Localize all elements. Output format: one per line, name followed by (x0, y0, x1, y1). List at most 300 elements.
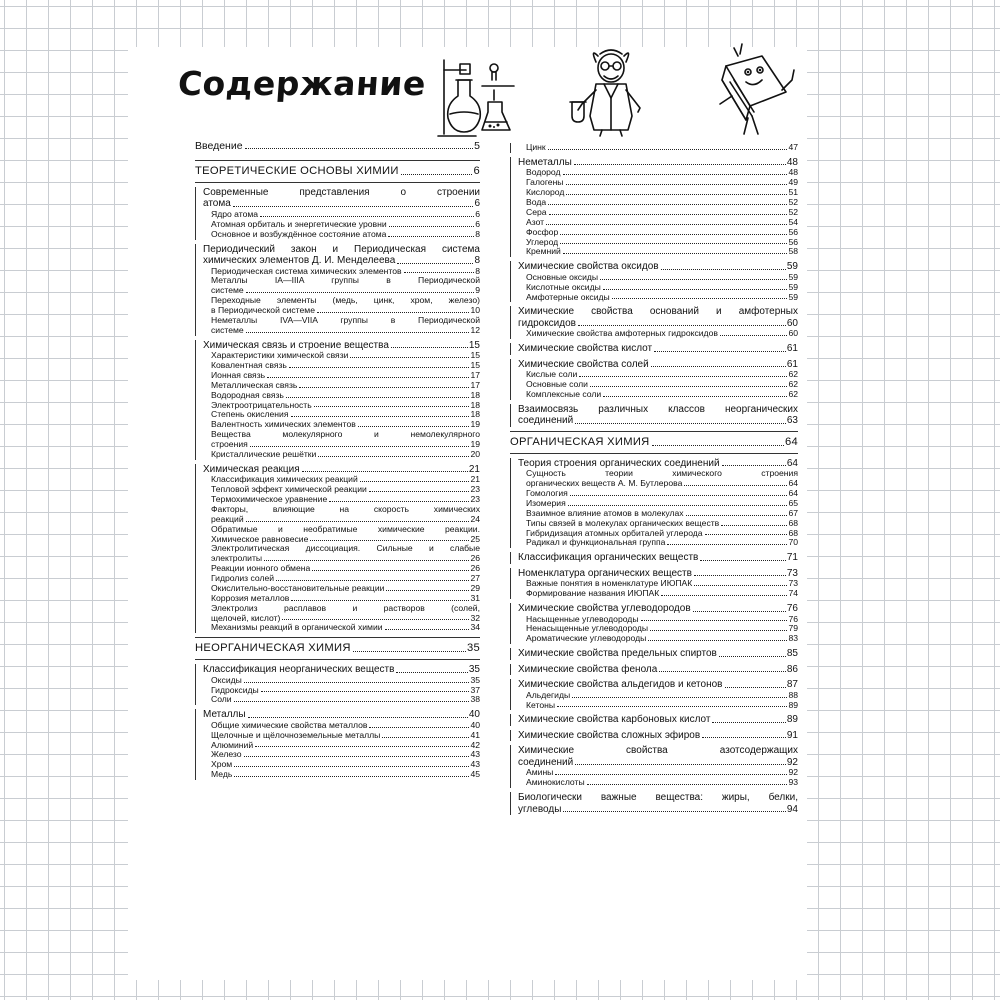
toc-page-number: 52 (788, 206, 798, 217)
toc-page-number: 5 (474, 140, 480, 152)
dot-leader (661, 595, 787, 596)
toc-page-number: 32 (470, 612, 480, 623)
toc-entry (203, 276, 480, 296)
toc-entry (518, 343, 798, 355)
toc-entry-text: Аминокислоты (526, 777, 585, 788)
toc-page-number: 6 (475, 208, 480, 219)
toc-page-number: 45 (470, 769, 480, 780)
toc-page-number: 19 (470, 419, 480, 430)
toc-page-number: 42 (470, 739, 480, 750)
dot-leader (385, 629, 470, 630)
toc-page-number: 73 (786, 567, 798, 579)
toc-page-number: 64 (788, 488, 798, 498)
toc-entry-text: Степень окисления (211, 409, 289, 420)
toc-entry-text: Кремний (526, 246, 561, 257)
toc-entry-text: Кислые соли (526, 369, 578, 380)
toc-entry (203, 316, 480, 336)
dot-leader (245, 148, 474, 149)
toc-entry-text: Валентность химических элементов (211, 419, 356, 430)
toc-entry-text: системе (211, 324, 244, 335)
toc-entry-text: Цинк (526, 142, 546, 152)
toc-entry-text: Химические свойства углеводородов (518, 603, 691, 614)
dot-leader (720, 335, 788, 336)
toc-entry-text: Ядро атома (211, 208, 259, 219)
toc-page-number: 63 (786, 415, 798, 427)
toc-page-number: 79 (788, 623, 798, 634)
toc-entry-text: Кристаллические решётки (211, 448, 317, 459)
toc-entry-text: Классификация неорганических веществ (203, 664, 395, 676)
toc-entry-text: Сера (526, 206, 547, 217)
toc-entry (518, 208, 798, 218)
dot-leader (314, 406, 470, 407)
toc-entry (203, 450, 480, 460)
toc-group (510, 343, 798, 355)
dot-leader (250, 446, 470, 447)
toc-entry-text: Основные оксиды (526, 271, 599, 282)
dot-leader (401, 174, 473, 175)
toc-entry-text: Химические свойства сложных эфиров (518, 729, 701, 741)
dot-leader (397, 263, 473, 264)
toc-group (510, 745, 798, 788)
lab-glassware-icon (436, 50, 516, 138)
toc-page-number: 93 (788, 777, 798, 788)
toc-entry (203, 525, 480, 545)
toc-page-number: 25 (470, 533, 480, 544)
dot-leader (557, 706, 787, 707)
dot-leader (651, 366, 786, 367)
toc-group (510, 552, 798, 564)
toc-entry (518, 714, 798, 726)
toc-entry (203, 244, 480, 267)
toc-group (510, 603, 798, 644)
section-rule (510, 431, 798, 432)
toc-entry-text: Щелочные и щёлочноземельные металлы (211, 729, 381, 740)
toc-entry-text: строения (211, 439, 248, 450)
toc-page-number: 74 (788, 588, 798, 599)
dot-leader (600, 279, 787, 280)
toc-group (510, 664, 798, 676)
dot-leader (358, 426, 470, 427)
toc-page-number: 23 (470, 494, 480, 505)
toc-entry-text: Фосфор (526, 226, 559, 237)
toc-entry-text: Кетоны (526, 699, 556, 710)
toc-page-number: 15 (470, 350, 480, 361)
dot-leader (246, 332, 470, 333)
toc-page-number: 94 (786, 803, 798, 815)
toc-page-number: 48 (788, 167, 798, 178)
dot-leader (560, 234, 787, 235)
dot-leader (693, 611, 786, 612)
toc-entry-text: Медь (211, 769, 233, 780)
toc-page-number: 76 (786, 603, 798, 614)
toc-entry-text: Металлическая связь (211, 379, 298, 390)
toc-entry (518, 589, 798, 599)
dot-leader (694, 575, 786, 576)
toc-entry (518, 228, 798, 238)
dot-leader (282, 619, 469, 620)
toc-page-number: 59 (786, 261, 798, 273)
dot-leader (694, 585, 787, 586)
toc-entry-text: Классификация химических реакций (211, 474, 358, 485)
toc-page-number: 6 (473, 165, 480, 178)
dot-leader (289, 367, 470, 368)
toc-left-column (195, 140, 480, 784)
toc-entry (195, 140, 480, 152)
toc-page-number: 18 (470, 389, 480, 400)
toc-page-number: 54 (788, 216, 798, 227)
dot-leader (391, 347, 468, 348)
toc-page-number: 51 (788, 187, 798, 198)
toc-entry-text: Химические свойства оксидов (518, 261, 659, 273)
dot-leader (286, 397, 470, 398)
dot-leader (244, 756, 470, 757)
toc-entry (203, 770, 480, 780)
toc-entry-text: Химические свойства кислот (518, 343, 653, 355)
toc-page-number: 35 (466, 642, 480, 655)
toc-page-number: 52 (788, 197, 798, 207)
toc-page-number: 43 (470, 759, 480, 770)
toc-entry (518, 745, 798, 768)
toc-group (510, 714, 798, 726)
toc-entry (203, 230, 480, 240)
dot-leader (719, 656, 786, 657)
toc-entry (518, 691, 798, 701)
toc-entry-text: Факторы, влияющие на скорость химических (211, 503, 480, 514)
toc-page-number: 12 (470, 324, 480, 335)
toc-entry-text: Неметаллы IVA—VIIA группы в Периодической (211, 314, 480, 325)
toc-entry (203, 505, 480, 525)
toc-entry-text: Азот (526, 216, 545, 227)
toc-page-number: 59 (788, 281, 798, 292)
dot-leader (404, 272, 475, 273)
toc-entry (518, 143, 798, 153)
dot-leader (661, 269, 786, 270)
dot-leader (712, 722, 785, 723)
toc-entry-text: Биологически важные вещества: жиры, белки, (518, 792, 798, 804)
toc-page-number: 62 (788, 389, 798, 399)
toc-entry-text: Периодический закон и Периодическая система (203, 243, 480, 255)
dot-leader (260, 216, 474, 217)
toc-entry-text: Сущность теории химического строения (526, 468, 798, 479)
toc-entry-text: ОРГАНИЧЕСКАЯ ХИМИЯ (510, 435, 650, 448)
toc-entry-text: Реакции ионного обмена (211, 563, 311, 574)
toc-page-number: 89 (786, 714, 798, 726)
dot-leader (369, 491, 470, 492)
dot-leader (721, 525, 787, 526)
toc-page-number: 83 (788, 633, 798, 644)
toc-page-number: 8 (475, 228, 480, 239)
toc-entry-text: Важные понятия в номенклатуре ИЮПАК (526, 578, 693, 589)
toc-entry (518, 792, 798, 815)
toc-page-number: 49 (788, 177, 798, 188)
dot-leader (648, 640, 787, 641)
toc-group (510, 404, 798, 427)
toc-entry-text: Ненасыщенные углеводороды (526, 623, 649, 634)
dot-leader (566, 184, 788, 185)
dot-leader (684, 485, 787, 486)
toc-page-number: 64 (784, 435, 798, 448)
toc-group (510, 157, 798, 257)
dot-leader (574, 164, 786, 165)
toc-page-number: 21 (468, 463, 480, 475)
toc-entry-text: Взаимное влияние атомов в молекулах (526, 507, 684, 518)
dot-leader (563, 811, 785, 812)
toc-page-number: 73 (788, 578, 798, 589)
dot-leader (386, 590, 469, 591)
dot-leader (722, 465, 786, 466)
toc-group (195, 244, 480, 336)
toc-group (510, 359, 798, 400)
dot-leader (388, 236, 474, 237)
toc-entry-text: Хром (211, 759, 233, 770)
toc-entry (518, 730, 798, 742)
toc-entry (203, 296, 480, 316)
toc-page-number: 17 (470, 369, 480, 380)
toc-page-number: 34 (470, 622, 480, 633)
toc-entry-text: Введение (195, 140, 243, 152)
toc-entry (203, 623, 480, 633)
toc-entry (518, 648, 798, 660)
toc-entry-text: Взаимосвязь различных классов неорганических (518, 403, 798, 415)
toc-entry (518, 329, 798, 339)
toc-entry-text: в Периодической системе (211, 305, 315, 316)
toc-entry-text: Гибридизация атомных орбиталей углерода (526, 527, 703, 538)
toc-page-number: 27 (470, 573, 480, 584)
dot-leader (612, 298, 788, 299)
toc-page-number: 70 (788, 537, 798, 548)
dot-leader (641, 620, 788, 621)
dot-leader (548, 149, 788, 150)
toc-entry-text: Амфотерные оксиды (526, 291, 610, 302)
toc-entry (518, 603, 798, 615)
dot-leader (246, 521, 470, 522)
dot-leader (603, 396, 787, 397)
toc-entry-text: Ковалентная связь (211, 360, 287, 371)
section-rule (510, 453, 798, 454)
toc-page-number: 18 (470, 399, 480, 410)
dot-leader (248, 717, 468, 718)
toc-page-number: 85 (786, 648, 798, 660)
dot-leader (568, 505, 788, 506)
scientist-icon (568, 46, 654, 138)
toc-entry-text: Комплексные соли (526, 389, 602, 399)
dot-leader (652, 445, 784, 446)
dot-leader (276, 580, 469, 581)
toc-page-number: 89 (788, 699, 798, 710)
toc-entry-text: Химические свойства карбоновых кислот (518, 714, 711, 726)
toc-entry-text: химических элементов Д. И. Менделеева (203, 255, 396, 267)
toc-group (510, 648, 798, 660)
toc-entry-text: соединений (518, 756, 574, 768)
dot-leader (603, 289, 788, 290)
toc-entry (518, 679, 798, 691)
toc-entry-text: системе (211, 285, 244, 296)
toc-entry-text: Металлы (203, 709, 246, 721)
dot-leader (659, 671, 786, 672)
dot-leader (233, 206, 474, 207)
toc-entry-text: Формирование названия ИЮПАК (526, 588, 660, 599)
dot-leader (566, 194, 787, 195)
dot-leader (261, 691, 470, 692)
toc-page-number: 24 (470, 513, 480, 524)
toc-entry-text: Общие химические свойства металлов (211, 719, 368, 730)
toc-page-number: 60 (788, 328, 798, 339)
toc-page-number: 88 (788, 689, 798, 700)
toc-entry-text: Атомная орбиталь и энергетические уровни (211, 218, 387, 229)
toc-page-number: 64 (788, 478, 798, 489)
dot-leader (350, 357, 469, 358)
toc-page-number: 26 (470, 553, 480, 564)
toc-page-number: 56 (788, 236, 798, 247)
toc-group (195, 464, 480, 634)
toc-group (510, 679, 798, 710)
toc-page-number: 58 (788, 246, 798, 257)
toc-entry-text: Химические свойства альдегидов и кетонов (518, 679, 723, 691)
toc-entry-text: Неметаллы (518, 156, 572, 168)
toc-page-number: 26 (470, 563, 480, 574)
dot-leader (318, 456, 469, 457)
toc-page-number: 40 (470, 719, 480, 730)
dot-leader (255, 746, 469, 747)
toc-entry (518, 634, 798, 644)
toc-entry (203, 430, 480, 450)
toc-entry-text: Ионная связь (211, 369, 266, 380)
dot-leader (587, 784, 788, 785)
toc-entry-text: Периодическая система химических элементов (211, 265, 402, 276)
toc-page-number: 6 (474, 198, 480, 210)
toc-entry-text: щелочей, кислот) (211, 612, 281, 623)
toc-right-column (510, 140, 798, 819)
toc-page-number: 29 (470, 582, 480, 593)
toc-entry-text: Характеристики химической связи (211, 350, 349, 361)
toc-entry-text: Основные соли (526, 379, 588, 390)
dot-leader (246, 292, 475, 293)
toc-page-number: 59 (788, 271, 798, 282)
dot-leader (299, 387, 469, 388)
toc-entry-text: углеводы (518, 803, 562, 815)
toc-group (510, 306, 798, 339)
toc-entry (518, 701, 798, 711)
toc-entry (203, 664, 480, 676)
dot-leader (548, 204, 787, 205)
toc-page-number: 38 (470, 694, 480, 705)
toc-page-number: 61 (786, 358, 798, 370)
toc-entry-text: Химическая реакция (203, 463, 300, 475)
dot-leader (725, 687, 786, 688)
toc-entry-text: Гомология (526, 488, 568, 498)
toc-page-number: 9 (475, 285, 480, 296)
toc-entry-text: Углерод (526, 236, 559, 247)
toc-entry-text: Химические свойства оснований и амфотерных (518, 306, 798, 318)
dot-leader (267, 377, 469, 378)
toc-entry-text: Алюминий (211, 739, 254, 750)
toc-entry (518, 247, 798, 257)
dot-leader (312, 570, 469, 571)
toc-group (510, 458, 798, 549)
toc-entry-text: Теория строения органических соединений (518, 457, 720, 469)
toc-entry (518, 306, 798, 329)
toc-entry-text: Переходные элементы (медь, цинк, хром, железо) (211, 295, 480, 306)
toc-entry-text: Кислотные оксиды (526, 281, 601, 292)
dot-leader (234, 776, 469, 777)
toc-entry-text: Водород (526, 167, 561, 178)
toc-entry-text: Альдегиды (526, 689, 571, 700)
toc-group (510, 261, 798, 302)
toc-page-number: 15 (470, 360, 480, 371)
toc-entry-text: Типы связей в молекулах органических веществ (526, 517, 720, 528)
toc-entry-text: атома (203, 198, 231, 210)
dot-leader (579, 376, 787, 377)
toc-page-number: 37 (470, 684, 480, 695)
toc-entry-text: Радикал и функциональная группа (526, 537, 666, 548)
toc-entry (518, 198, 798, 208)
toc-entry (203, 695, 480, 705)
toc-entry-text: Электролиз расплавов и растворов (солей, (211, 602, 480, 613)
toc-entry-text: Вода (526, 197, 547, 207)
toc-entry-text: Химические свойства амфотерных гидроксидов (526, 328, 718, 339)
toc-page-number: 92 (786, 756, 798, 768)
toc-entry (203, 604, 480, 624)
toc-entry-text: органических веществ А. М. Бутлерова (526, 478, 683, 489)
toc-page-number: 71 (786, 552, 798, 564)
dot-leader (244, 682, 470, 683)
dot-leader (578, 325, 786, 326)
dot-leader (654, 351, 786, 352)
toc-page-number: 67 (788, 507, 798, 518)
toc-entry-text: Железо (211, 749, 242, 760)
toc-entry-text: Классификация органических веществ (518, 552, 699, 564)
toc-page-number: 8 (475, 265, 480, 276)
toc-entry-text: Окислительно-восстановительные реакции (211, 582, 385, 593)
toc-entry-text: Насыщенные углеводороды (526, 613, 639, 624)
dot-leader (572, 697, 787, 698)
toc-entry (518, 538, 798, 548)
toc-entry-text: реакций (211, 513, 244, 524)
dot-leader (560, 243, 787, 244)
dot-leader (575, 764, 786, 765)
toc-page-number: 17 (470, 379, 480, 390)
toc-section-heading (510, 436, 798, 449)
toc-group (195, 664, 480, 705)
toc-entry-text: Ароматические углеводороды (526, 633, 647, 644)
toc-page-number: 59 (788, 291, 798, 302)
dot-leader (563, 174, 788, 175)
dot-leader (702, 737, 786, 738)
dot-leader (310, 540, 469, 541)
dot-leader (234, 701, 470, 702)
page-title: Содержание (176, 64, 428, 103)
section-rule (195, 182, 480, 183)
toc-page-number: 76 (788, 613, 798, 624)
toc-group (510, 143, 798, 153)
toc-entry-text: ТЕОРЕТИЧЕСКИЕ ОСНОВЫ ХИМИИ (195, 165, 399, 178)
toc-entry (203, 686, 480, 696)
toc-entry (518, 293, 798, 303)
dot-leader (546, 224, 787, 225)
toc-page-number: 21 (470, 474, 480, 485)
toc-entry (518, 218, 798, 228)
dot-leader (563, 253, 788, 254)
toc-entry-text: Соли (211, 694, 232, 705)
toc-page-number: 18 (470, 409, 480, 420)
dot-leader (705, 534, 788, 535)
section-rule (195, 637, 480, 638)
toc-entry-text: Металлы IA—IIIA группы в Периодической (211, 275, 480, 286)
toc-entry-text: Водородная связь (211, 389, 284, 400)
toc-entry-text: Гидролиз солей (211, 573, 275, 584)
toc-page-number: 91 (786, 729, 798, 741)
dot-leader (382, 737, 469, 738)
